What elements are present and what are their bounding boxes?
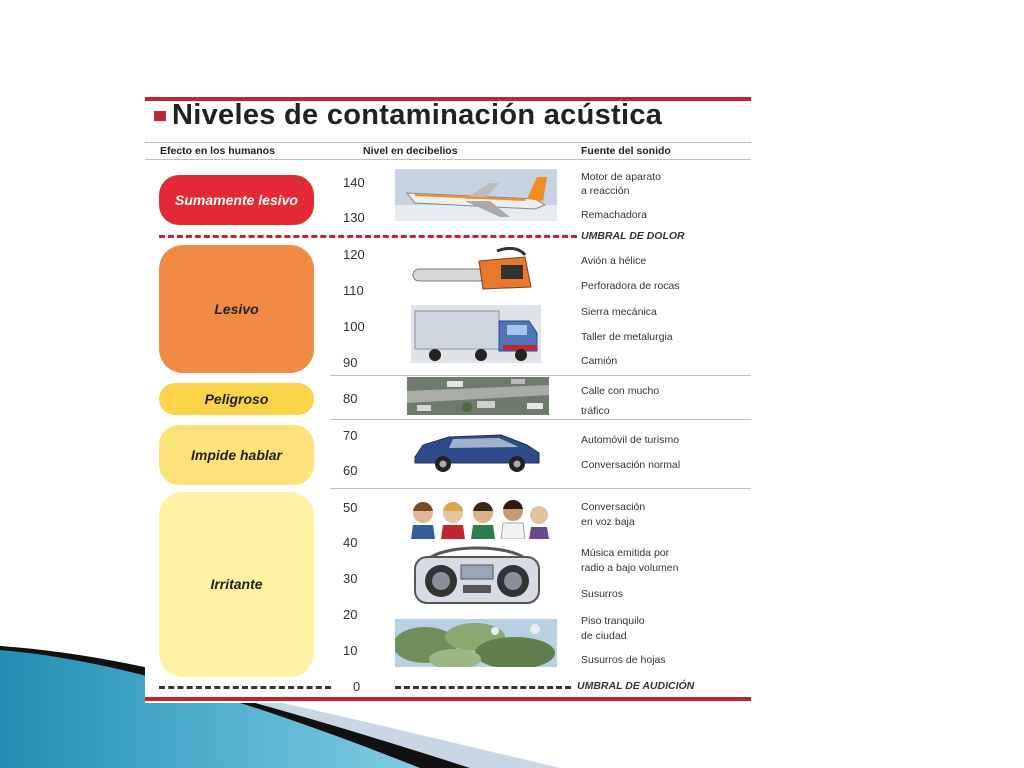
header-effect: Efecto en los humanos	[160, 145, 275, 157]
source-calle: Calle con mucho tráfico	[581, 385, 660, 417]
effect-sumamente-lesivo: Sumamente lesivo	[159, 175, 314, 225]
pain-threshold-line	[159, 235, 577, 238]
title-bullet	[154, 111, 166, 121]
source-conversacion-baja: Conversación en voz baja	[581, 501, 646, 528]
level-40: 40	[343, 535, 358, 550]
people-talking-image	[401, 497, 551, 539]
hearing-threshold-line-left	[159, 686, 331, 689]
header-source: Fuente del sonido	[581, 145, 671, 157]
level-70: 70	[343, 428, 358, 443]
source-piso: Piso tranquilo de ciudad	[581, 615, 645, 642]
level-10: 10	[343, 643, 358, 658]
group-rule-impide	[330, 488, 751, 489]
effect-lesivo: Lesivo	[159, 245, 314, 373]
level-130: 130	[343, 210, 365, 225]
chainsaw-image	[407, 247, 539, 297]
source-taller: Taller de metalurgia	[581, 331, 673, 343]
level-50: 50	[343, 500, 358, 515]
level-60: 60	[343, 463, 358, 478]
header-level: Nivel en decibelios	[363, 145, 458, 157]
source-susurros: Susurros	[581, 588, 624, 600]
hearing-threshold-line-right	[395, 686, 571, 689]
source-sierra: Sierra mecánica	[581, 306, 657, 318]
source-conversacion-normal: Conversación normal	[581, 459, 681, 471]
level-110: 110	[343, 283, 364, 298]
tree-leaves-image	[395, 619, 557, 667]
source-avion-helice: Avión a hélice	[581, 255, 647, 267]
source-hojas: Susurros de hojas	[581, 654, 666, 666]
effect-impide-hablar: Impide hablar	[159, 425, 314, 485]
level-90: 90	[343, 355, 358, 370]
bottom-accent-bar	[145, 697, 751, 701]
radio-boombox-image	[411, 543, 543, 609]
header-rule-bottom	[145, 159, 751, 160]
header-rule-top	[145, 142, 751, 143]
source-automovil: Automóvil de turismo	[581, 434, 680, 446]
level-20: 20	[343, 607, 358, 622]
pain-threshold-label: UMBRAL DE DOLOR	[581, 230, 685, 242]
level-80: 80	[343, 391, 358, 406]
level-0: 0	[353, 679, 361, 694]
effect-irritante: Irritante	[159, 492, 314, 677]
car-image	[409, 427, 543, 473]
level-30: 30	[343, 571, 358, 586]
group-rule-peligroso	[330, 419, 751, 420]
level-120: 120	[343, 247, 365, 262]
source-perforadora: Perforadora de rocas	[581, 280, 680, 292]
hearing-threshold-label: UMBRAL DE AUDICIÓN	[577, 680, 695, 692]
level-100: 100	[343, 319, 365, 334]
infographic-panel	[145, 97, 751, 703]
source-motor-aparato: Motor de aparato a reacción	[581, 171, 661, 197]
source-camion: Camión	[581, 355, 618, 367]
source-musica: Música emitida por radio a bajo volumen	[581, 547, 679, 574]
source-remachadora: Remachadora	[581, 209, 647, 221]
level-140: 140	[343, 175, 365, 190]
traffic-street-image	[407, 377, 549, 415]
jet-airplane-image	[395, 169, 557, 221]
group-rule-lesivo	[330, 375, 751, 376]
page-title: Niveles de contaminación acústica	[172, 99, 663, 131]
truck-image	[411, 305, 541, 363]
effect-peligroso: Peligroso	[159, 383, 314, 415]
